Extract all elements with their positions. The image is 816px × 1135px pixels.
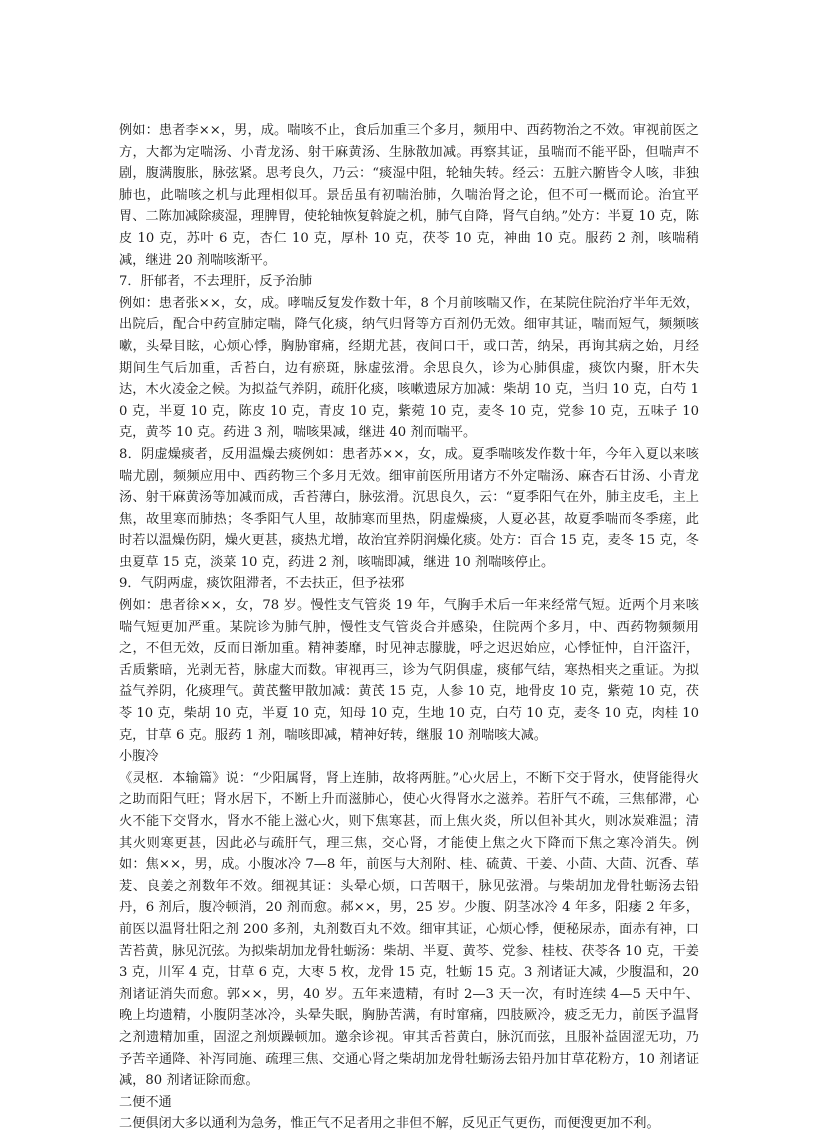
case-zhang-paragraph: 例如：患者张××，女，成。哮喘反复发作数十年，8 个月前咳喘又作，在某院住院治疗半年无效，出院后，配合中药宣肺定喘，降气化痰，纳气归肾等方百剂仍无效。细审其证，喘而短气，频频咳嗽，头晕目眩，心烦心悸，胸胁窜痛，经期尤甚，夜间口干，或口苦，纳呆，再询其病之始，月经期间生气后加重，舌苔白，边有瘀斑，脉虚弦滑。余思良久，诊为心肺俱虚，痰饮内聚，肝木失达，木火凌金之候。为拟益气养阴，疏肝化痰，咳嗽遗尿方加减：柴胡 10 克，当归 10 克，白芍 10 克，半夏 10 克，陈皮 10 克，青皮 10 克，紫菀 10 克，麦冬 10 克，党参 10 克，五味子 10 克，黄芩 10 克。药进 3 剂，喘咳果减，继进 40 剂而喘平。 <box>119 295 699 441</box>
section-heading-lower-abdomen-cold: 小腹冷 <box>119 749 159 765</box>
heading-8-yin-deficiency-paragraph: 8．阴虚燥痰者，反用温燥去痰例如：患者苏××，女，成。夏季喘咳发作数十年，今年入夏以来咳喘尤剧，频频应用中、西药物三个多月无效。细审前医所用诸方不外定喘汤、麻杏石甘汤、小青龙汤、射干麻黄汤等加减而成，舌苔薄白，脉弦滑。沉思良久，云：“夏季阳气在外，肺主皮毛，主上焦，故里寒而肺热；冬季阳气人里，故肺寒而里热，阴虚燥痰，人夏必甚，故夏季喘而冬季瘥，此时若以温燥伤阴，燥火更甚，痰热尤增，故治宜养阴润燥化痰。处方：百合 15 克，麦冬 15 克，冬虫夏草 15 克，淡菜 10 克，药进 2 剂，咳喘即减，继进 10 剂喘咳停止。 <box>119 446 699 570</box>
heading-7-liver-stagnation: 7．肝郁者，不去理肝，反予治肺 <box>119 274 313 290</box>
lower-abdomen-cold-paragraph: 《灵枢．本输篇》说：“少阳属肾，肾上连肺，故将两脏。”心火居上，不断下交于肾水，使肾能得火之助而阳气旺；肾水居下，不断上升而滋肺心，使心火得肾水之滋养。若肝气不疏，三焦郁滞，心火不能下交肾水，肾水不能上滋心火，则下焦寒甚，而上焦火炎，所以但补其火，则冰炭难温；清其火则寒更甚，因此必与疏肝气，理三焦，交心肾，才能使上焦之火下降而下焦之寒冷消失。例如：焦××，男，成。小腹冰冷 7—8 年，前医与大剂附、桂、硫黄、干姜、小茴、大茴、沉香、荜茇、良姜之剂数年不效。细视其证：头晕心烦，口苦咽干，脉见弦滑。与柴胡加龙骨牡蛎汤去铅丹，6 剂后，腹冷顿消，20 剂而愈。郝××，男，25 岁。少腹、阴茎冰冷 4 年多，阳痿 2 年多，前医以温肾壮阳之剂 200 多剂，丸剂数百丸不效。细审其证，心烦心悸，便秘尿赤，面赤有神，口苦苔黄，脉见沉弦。为拟柴胡加龙骨牡蛎汤：柴胡、半夏、黄芩、党参、桂枝、茯苓各 10 克，干姜 3 克，川军 4 克，甘草 6 克，大枣 5 枚，龙骨 15 克，牡蛎 15 克。3 剂诸证大减，少腹温和，20 剂诸证消失而愈。郭××，男，40 岁。五年来遗精，有时 2—3 天一次，有时连续 4—5 天中午、晚上均遗精，小腹阴茎冰冷，头晕失眠，胸胁苦满，有时窜痛，四肢厥冷，疲乏无力，前医予温肾之剂遗精加重，固涩之剂烦躁顿加。邀余诊视。审其舌苔黄白，脉沉而弦，且服补益固涩无功，乃予苦辛通降、补泻同施、疏理三焦、交通心肾之柴胡加龙骨牡蛎汤去铅丹加甘草花粉方，10 剂诸证减，80 剂诸证除而愈。 <box>119 770 699 1089</box>
heading-9-qi-yin-deficiency: 9．气阴两虚，痰饮阻滞者，不去扶正，但予祛邪 <box>119 576 405 592</box>
section-heading-urine-stool-blocked: 二便不通 <box>119 1094 172 1110</box>
case-xu-paragraph: 例如：患者徐××，女，78 岁。慢性支气管炎 19 年，气胸手术后一年来经常气短。近两个月来咳喘气短更加严重。某院诊为肺气肿，慢性支气管炎合并感染，住院两个多月，中、西药物频频用之，不但无效，反而日渐加重。精神萎靡，时见神志朦胧，呼之迟迟始应，心悸怔忡，自汗盗汗，舌质紫暗，光剥无苔，脉虚大而数。审视再三，诊为气阴俱虚，痰郁气结，寒热相夹之重证。为拟益气养阴，化痰理气。黄芪鳖甲散加减：黄芪 15 克，人参 10 克，地骨皮 10 克，紫菀 10 克，茯苓 10 克，柴胡 10 克，半夏 10 克，知母 10 克，生地 10 克，白芍 10 克，麦冬 10 克，肉桂 10 克，甘草 6 克。服药 1 剂，喘咳即减，精神好转，继服 10 剂喘咳大减。 <box>119 598 699 743</box>
document-page <box>119 120 699 1135</box>
urine-stool-blocked-paragraph: 二便俱闭大多以通利为急务，惟正气不足者用之非但不解，反见正气更伤，而便溲更加不利。 <box>119 1116 660 1132</box>
case-li-paragraph: 例如：患者李××，男，成。喘咳不止，食后加重三个多月，频用中、西药物治之不效。审视前医之方，大都为定喘汤、小青龙汤、射干麻黄汤、生脉散加减。再察其证，虽喘而不能平卧，但喘声不剧，腹满腹胀，脉弦紧。思考良久，乃云：“痰湿中阻，轮轴失转。经云：五脏六腑皆令人咳，非独肺也，此喘咳之机与此理相似耳。景岳虽有初喘治肺，久喘治肾之论，但不可一概而论。治宜平胃、二陈加减除痰湿，理脾胃，使轮轴恢复斡旋之机，肺气自降，肾气自纳。”处方：半夏 10 克，陈皮 10 克，苏叶 6 克，杏仁 10 克，厚朴 10 克，茯苓 10 克，神曲 10 克。服药 2 剂，咳喘稍减，继进 20 剂喘咳渐平。 <box>119 123 699 268</box>
